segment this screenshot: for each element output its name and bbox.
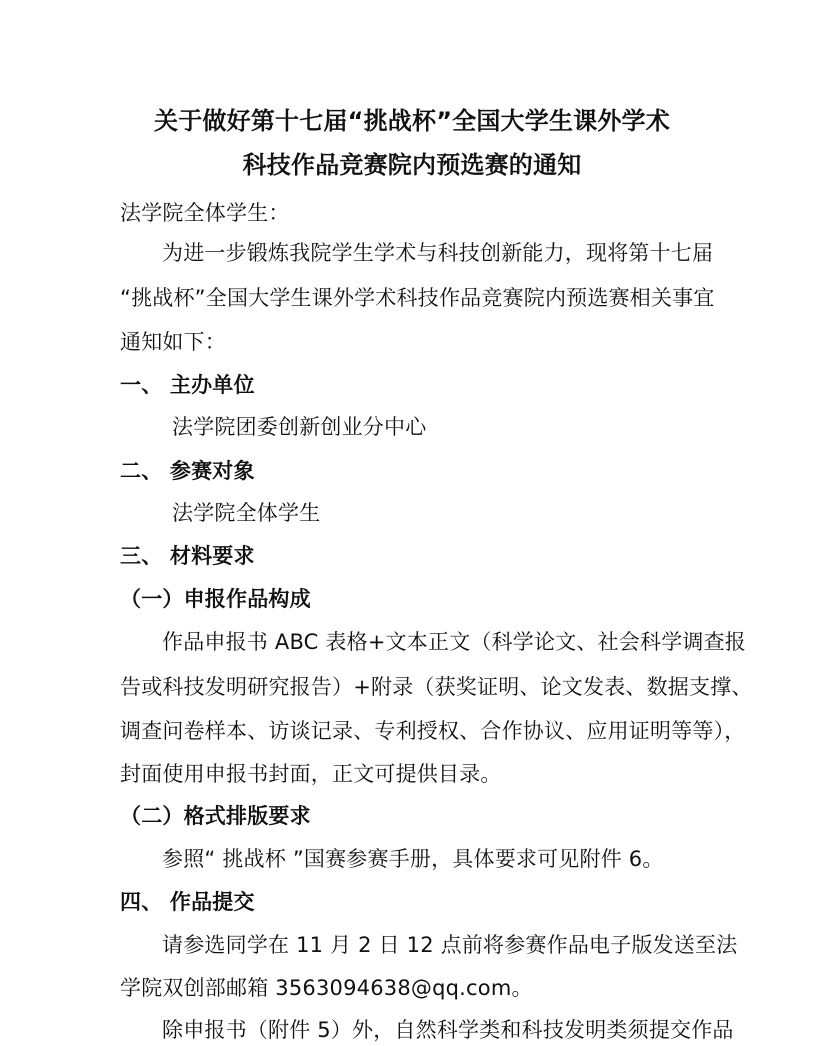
document-title-line-1: 关于做好第十七届“挑战杯”全国大学生课外学术	[154, 107, 670, 135]
section-3-sub-2-heading: （二）格式排版要求	[120, 804, 311, 828]
section-1-content: 法学院团委创新创业分中心	[172, 415, 427, 439]
sub-1-line-2: 告或科技发明研究报告）+附录（获奖证明、论文发表、数据支撑、	[120, 675, 753, 699]
section-3-heading: 三、 材料要求	[120, 544, 255, 568]
document-title-line-2: 科技作品竞赛院内预选赛的通知	[242, 151, 582, 179]
salutation: 法学院全体学生：	[120, 201, 290, 225]
sub-1-line-1: 作品申报书 ABC 表格+文本正文（科学论文、社会科学调查报	[162, 630, 747, 654]
intro-line-3: 通知如下：	[120, 330, 226, 354]
section-4-line-2: 学院双创部邮箱 3563094638@qq.com。	[120, 976, 533, 1000]
section-2-content: 法学院全体学生	[172, 501, 321, 525]
sub-2-content: 参照“ 挑战杯 ”国赛参赛手册，具体要求可见附件 6。	[162, 847, 664, 871]
section-4-line-1: 请参选同学在 11 月 2 日 12 点前将参赛作品电子版发送至法	[162, 933, 738, 957]
intro-line-1: 为进一步锻炼我院学生学术与科技创新能力，现将第十七届	[162, 241, 714, 265]
section-2-heading: 二、 参赛对象	[120, 459, 255, 483]
section-4-heading: 四、 作品提交	[120, 890, 255, 914]
section-1-heading: 一、 主办单位	[120, 373, 255, 397]
sub-1-line-4: 封面使用申报书封面，正文可提供目录。	[120, 762, 502, 786]
section-4-line-3: 除申报书（附件 5）外，自然科学类和科技发明类须提交作品	[162, 1018, 734, 1042]
intro-line-2: “挑战杯”全国大学生课外学术科技作品竞赛院内预选赛相关事宜	[120, 286, 715, 310]
sub-1-line-3: 调查问卷样本、访谈记录、专利授权、合作协议、应用证明等等），	[120, 719, 746, 743]
section-3-sub-1-heading: （一）申报作品构成	[120, 587, 311, 611]
